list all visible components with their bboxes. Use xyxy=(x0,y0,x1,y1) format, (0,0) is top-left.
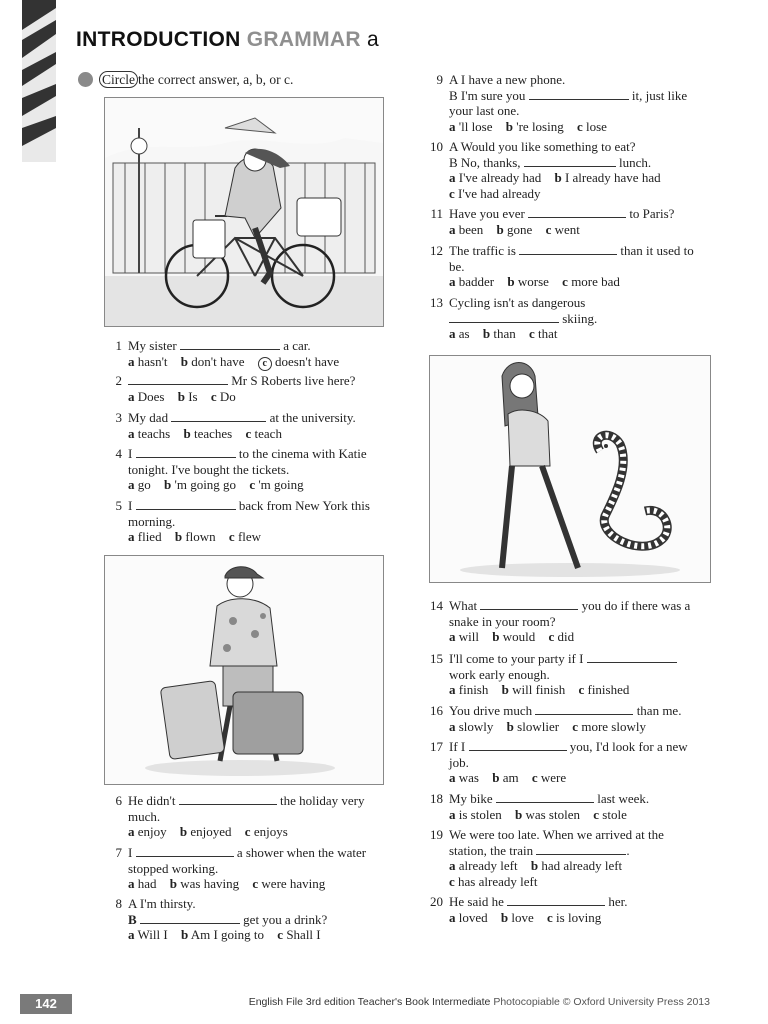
question-number: 3 xyxy=(115,410,122,425)
dialogue-line-a: A Would you like something to eat? xyxy=(449,139,636,154)
question-text-post: the holiday very much. xyxy=(128,793,365,824)
option-c[interactable]: c stole xyxy=(593,806,627,822)
option-b[interactable]: b 'm going go xyxy=(164,477,237,492)
question-text-pre: I xyxy=(128,446,133,461)
answer-blank[interactable] xyxy=(179,793,277,805)
answer-options xyxy=(449,682,639,697)
question-text-post: last week. xyxy=(597,791,650,806)
snake-drawing xyxy=(430,356,710,582)
answer-blank[interactable] xyxy=(535,703,633,715)
option-c[interactable]: c 'm going xyxy=(249,477,304,492)
question-text-post: back from New York this morning. xyxy=(128,498,370,529)
answer-options xyxy=(128,529,271,544)
question-text-pre: If I xyxy=(449,739,466,754)
question-text-pre: Have you ever xyxy=(449,206,525,221)
footer-credit xyxy=(249,996,710,1008)
answer-options xyxy=(128,477,314,492)
option-a[interactable]: a go xyxy=(128,477,151,492)
answer-blank[interactable] xyxy=(587,651,677,663)
answer-blank[interactable] xyxy=(128,373,228,385)
answer-options xyxy=(449,629,584,644)
question-text-pre: My bike xyxy=(449,791,493,806)
answer-blank[interactable] xyxy=(140,912,240,924)
answer-blank[interactable] xyxy=(171,410,266,422)
question-text-post: a car. xyxy=(283,338,311,353)
illustration-traveller xyxy=(104,555,384,785)
answer-blank[interactable] xyxy=(536,843,626,855)
option-b[interactable]: b worse xyxy=(507,274,549,289)
option-b[interactable]: b am xyxy=(492,770,519,785)
answer-options xyxy=(449,119,617,134)
option-a[interactable]: a slowly xyxy=(449,718,494,734)
option-b[interactable]: b don't have xyxy=(180,353,245,369)
option-c[interactable]: c more bad xyxy=(562,274,620,289)
option-c[interactable]: c lose xyxy=(576,118,607,134)
instruction-text: the correct answer, a, b, or c. xyxy=(138,72,294,87)
option-c[interactable]: c were having xyxy=(252,876,326,891)
answer-blank[interactable] xyxy=(507,894,605,906)
question-number: 12 xyxy=(430,243,443,258)
answer-blank[interactable] xyxy=(496,791,594,803)
answer-options xyxy=(449,326,568,341)
question-number: 15 xyxy=(430,651,443,666)
question-text-post: . xyxy=(626,842,630,858)
dialogue-line-a: A I have a new phone. xyxy=(449,72,566,87)
answer-blank[interactable] xyxy=(524,155,616,167)
option-c[interactable]: c went xyxy=(545,221,580,237)
option-c[interactable]: c Do xyxy=(210,388,236,404)
illustration-snake xyxy=(429,355,711,583)
question-text-post: it, just like your last one. xyxy=(449,87,688,118)
answer-options xyxy=(128,824,298,839)
answer-blank[interactable] xyxy=(136,498,236,510)
cyclist-drawing xyxy=(105,98,383,326)
option-a[interactable]: a I've already had xyxy=(449,170,542,185)
option-c[interactable]: c flew xyxy=(228,529,262,544)
option-c[interactable]: c did xyxy=(548,629,575,644)
answer-options xyxy=(128,389,246,404)
question-text-pre: Cycling isn't as dangerous xyxy=(449,295,586,310)
answer-blank[interactable] xyxy=(136,845,234,857)
option-a[interactable]: a badder xyxy=(449,274,495,289)
question-text-post: at the university. xyxy=(269,410,356,425)
answer-options xyxy=(449,274,630,289)
page-title xyxy=(76,28,379,52)
question-text-post: to the cinema with Katie tonight. I've bought the tickets. xyxy=(128,446,367,477)
option-c[interactable]: c that xyxy=(528,326,558,341)
answer-blank[interactable] xyxy=(480,598,578,610)
answer-blank[interactable] xyxy=(529,88,629,100)
option-b[interactable]: b flown xyxy=(174,529,216,544)
title-section-letter: a xyxy=(366,28,379,51)
question-number: 1 xyxy=(115,338,122,353)
question-number: 9 xyxy=(436,72,443,87)
option-c[interactable]: c Shall I xyxy=(277,927,321,942)
question-number: 17 xyxy=(430,739,443,754)
question-text-post: you do if there was a snake in your room? xyxy=(449,598,691,629)
option-b[interactable]: b Is xyxy=(177,388,198,404)
dialogue-line-b: B I'm sure you xyxy=(449,87,526,103)
question-text-post: lunch. xyxy=(619,154,652,170)
option-b[interactable]: b will finish xyxy=(501,682,566,697)
question-number: 16 xyxy=(430,703,443,718)
dialogue-line-b: B No, thanks, xyxy=(449,154,521,170)
question-text-pre: We were too late. When we arrived at the station, the train xyxy=(449,827,664,858)
answer-blank[interactable] xyxy=(449,311,559,323)
question-text-pre: What xyxy=(449,598,478,613)
option-a[interactable]: a been xyxy=(449,221,484,237)
dialogue-line-b: B xyxy=(128,911,137,927)
option-a[interactable]: a teachs xyxy=(128,425,171,441)
title-introduction: INTRODUCTION xyxy=(76,28,241,51)
page-number: 142 xyxy=(20,994,72,1014)
option-a[interactable]: a already left xyxy=(449,858,518,873)
option-c[interactable]: c is loving xyxy=(547,909,602,925)
option-a[interactable]: a 'll lose xyxy=(449,118,493,134)
question-text-post: her. xyxy=(608,894,628,909)
option-b[interactable]: b slowlier xyxy=(506,718,560,734)
option-a[interactable]: a is stolen xyxy=(449,806,502,822)
option-a[interactable]: a will xyxy=(449,629,479,644)
answer-options xyxy=(128,354,349,369)
answer-blank[interactable] xyxy=(528,206,626,218)
option-b[interactable]: b would xyxy=(492,629,536,644)
question-text-pre: You drive much xyxy=(449,703,533,718)
answer-options xyxy=(449,858,632,889)
answer-options xyxy=(449,807,637,822)
option-c[interactable]: c were xyxy=(531,770,567,785)
option-a[interactable]: a enjoy xyxy=(128,824,167,839)
option-a[interactable]: a was xyxy=(449,770,479,785)
answer-options xyxy=(449,719,656,734)
question-number: 4 xyxy=(115,446,122,461)
question-number: 8 xyxy=(115,896,122,911)
option-b[interactable]: b gone xyxy=(496,221,533,237)
question-number: 11 xyxy=(430,206,443,221)
option-b[interactable]: b teaches xyxy=(183,425,233,441)
exercise-instruction xyxy=(78,72,293,88)
dialogue-line-a: A I'm thirsty. xyxy=(128,896,196,911)
answer-blank[interactable] xyxy=(136,446,236,458)
instruction-circled-word: Circle xyxy=(99,71,138,88)
option-b[interactable]: b had already left xyxy=(530,858,623,873)
answer-options xyxy=(128,426,292,441)
option-c[interactable]: c more slowly xyxy=(572,718,646,734)
option-c[interactable]: c teach xyxy=(245,425,282,441)
option-c[interactable]: c has already left xyxy=(449,873,538,889)
question-number: 14 xyxy=(430,598,443,613)
question-text-post: than it used to be. xyxy=(449,243,694,274)
question-text-pre: I'll come to your party if I xyxy=(449,651,584,666)
question-text-pre: He didn't xyxy=(128,793,176,808)
option-b[interactable]: b was having xyxy=(169,876,240,891)
option-b[interactable]: b I already have had xyxy=(554,170,661,185)
illustration-cyclist xyxy=(104,97,384,327)
question-number: 19 xyxy=(430,827,443,842)
question-number: 18 xyxy=(430,791,443,806)
bullet-icon xyxy=(78,72,93,87)
option-b[interactable]: b enjoyed xyxy=(179,824,232,839)
question-number: 7 xyxy=(115,845,122,860)
answer-options xyxy=(449,170,671,201)
answer-blank[interactable] xyxy=(519,243,617,255)
question-text-post: work early enough. xyxy=(449,666,550,682)
answer-blank[interactable] xyxy=(180,338,280,350)
question-number: 10 xyxy=(430,139,443,154)
option-a[interactable]: a loved xyxy=(449,909,488,925)
option-a[interactable]: a hasn't xyxy=(128,353,168,369)
title-grammar: GRAMMAR xyxy=(246,28,361,51)
question-number: 2 xyxy=(115,373,122,388)
question-text-pre: I xyxy=(128,498,133,513)
answer-options xyxy=(449,910,611,925)
question-text-pre: My sister xyxy=(128,338,177,353)
footer-copyright: Photocopiable © Oxford University Press 2013 xyxy=(493,996,710,1008)
footer-book-title: English File 3rd edition Teacher's Book Intermediate xyxy=(248,996,491,1008)
option-b[interactable]: b than xyxy=(482,326,516,341)
question-number: 13 xyxy=(430,295,443,310)
option-c[interactable]: c I've had already xyxy=(449,185,541,201)
question-text-post: to Paris? xyxy=(629,206,675,221)
question-text-post: a shower when the water stopped working. xyxy=(128,845,367,876)
option-b[interactable]: b 're losing xyxy=(505,118,564,134)
traveller-drawing xyxy=(105,556,383,784)
question-text-post: you, I'd look for a new job. xyxy=(449,739,688,770)
question-text-pre: The traffic is xyxy=(449,243,516,258)
question-text-pre: He said he xyxy=(449,894,504,909)
question-text-post: Mr S Roberts live here? xyxy=(231,373,356,388)
question-text-post: skiing. xyxy=(562,310,598,326)
option-a[interactable]: a Will I xyxy=(128,927,168,942)
option-a[interactable]: a Does xyxy=(128,388,165,404)
option-c[interactable]: c finished xyxy=(578,682,630,697)
answer-options xyxy=(449,222,590,237)
decorative-side-stripes xyxy=(22,0,56,162)
answer-options xyxy=(128,876,335,891)
option-b[interactable]: b was stolen xyxy=(514,806,580,822)
question-text-pre: My dad xyxy=(128,410,169,425)
option-a[interactable]: a finish xyxy=(449,682,489,697)
option-a[interactable]: a had xyxy=(128,876,157,891)
question-text-post: get you a drink? xyxy=(243,911,328,927)
option-b[interactable]: b Am I going to xyxy=(180,927,265,942)
answer-options xyxy=(128,927,331,942)
option-a[interactable]: a flied xyxy=(128,529,162,544)
option-a[interactable]: a as xyxy=(449,326,470,341)
question-text-pre: I xyxy=(128,845,133,860)
option-c[interactable]: c enjoys xyxy=(244,824,288,839)
answer-options xyxy=(449,770,576,785)
question-number: 5 xyxy=(115,498,122,513)
answer-blank[interactable] xyxy=(469,739,567,751)
circled-answer-icon: c xyxy=(258,357,272,371)
question-text-post: than me. xyxy=(636,703,682,718)
option-b[interactable]: b love xyxy=(500,909,534,925)
question-number: 6 xyxy=(115,793,122,808)
question-number: 20 xyxy=(430,894,443,909)
option-c-circled[interactable]: c doesn't have xyxy=(258,354,339,369)
